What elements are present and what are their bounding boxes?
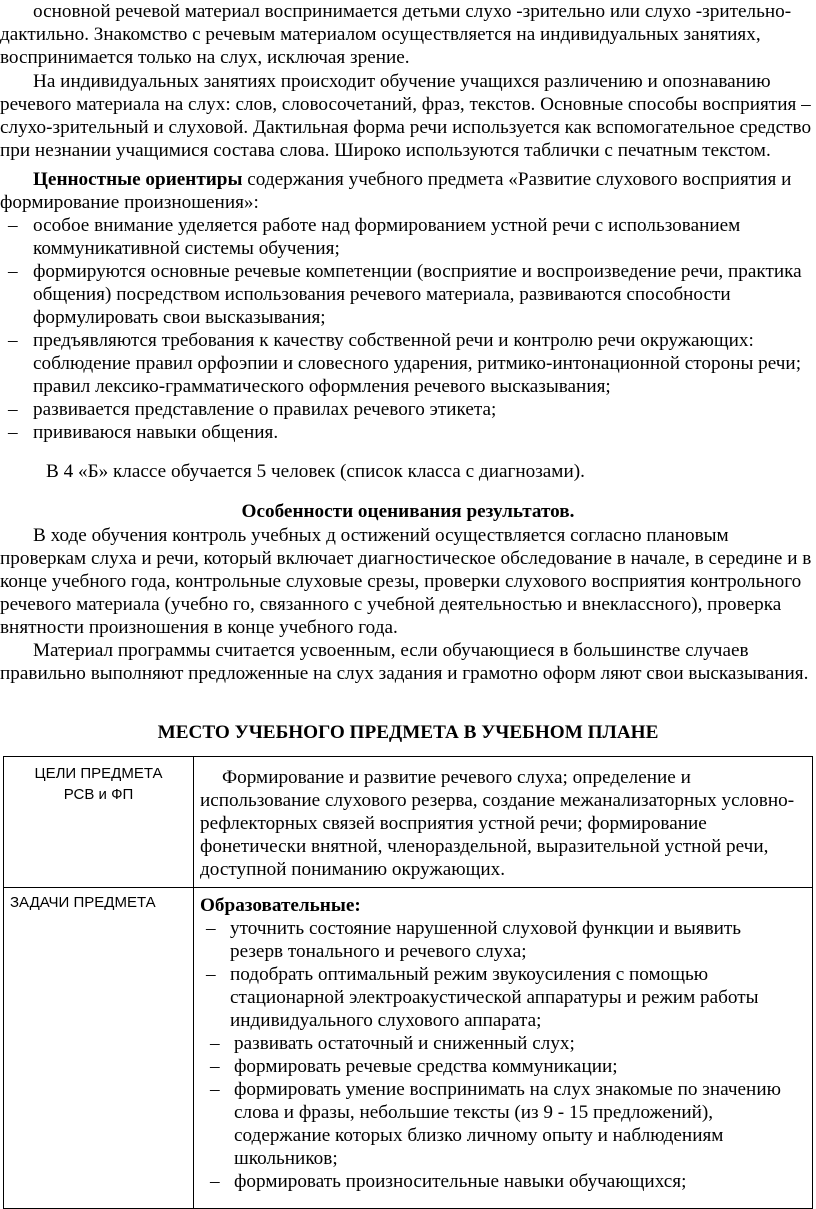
values-item-2-line-2: общения) посредством использования речевого материала, развиваются способности — [33, 284, 731, 305]
task-6-line-1: формировать произносительные навыки обучающихся; — [234, 1171, 687, 1192]
values-lead-rest: содержания учебного предмета «Развитие слухового восприятия и — [242, 169, 792, 190]
assessment-line-5: внятности произношения в конце учебного года. — [0, 617, 398, 638]
dash-bullet: – — [8, 261, 18, 282]
intro-line-2: дактильно. Знакомство с речевым материалом осуществляется на индивидуальных занятиях, — [0, 24, 761, 45]
assessment-line-1: В ходе обучения контроль учебных д остижений осуществляется согласно плановым — [33, 525, 729, 546]
table-row — [4, 757, 813, 888]
dash-bullet: – — [206, 964, 216, 985]
goals-text-line-3: рефлекторных связей восприятия устной речи; формирование — [200, 813, 707, 834]
dash-bullet: – — [210, 1079, 220, 1100]
dash-bullet: – — [206, 918, 216, 939]
table-row — [4, 888, 813, 1209]
task-3-line-1: развивать остаточный и сниженный слух; — [234, 1033, 575, 1054]
para2-line-4: при незнании учащимися состава слова. Широко используются таблички с печатным текстом. — [0, 140, 771, 161]
tasks-heading: Образовательные: — [200, 895, 361, 916]
goals-text-line-5: доступной пониманию окружающих. — [200, 859, 506, 880]
goals-text-line-4: фонетически внятной, членораздельной, выразительной устной речи, — [200, 836, 769, 857]
dash-bullet: – — [8, 330, 18, 351]
plan-table — [3, 756, 813, 1209]
assessment-line-6: Материал программы считается усвоенным, если обучающиеся в большинстве случаев — [33, 640, 749, 661]
goals-text-line-1: Формирование и развитие речевого слуха; определение и — [222, 767, 691, 788]
tasks-label: ЗАДАЧИ ПРЕДМЕТА — [10, 894, 156, 911]
values-line-2: формирование произношения»: — [0, 192, 259, 213]
task-1-line-2: резерв тонального и речевого слуха; — [230, 941, 527, 962]
values-item-2-line-3: формулировать свои высказывания; — [33, 307, 326, 328]
values-item-1-line-2: коммуникативной системы обучения; — [33, 238, 340, 259]
values-item-4-line-1: развивается представление о правилах речевого этикета; — [33, 399, 497, 420]
para2-line-2: речевого материала на слух: слов, словосочетаний, фраз, текстов. Основные способы восприятия – — [0, 94, 811, 115]
goals-label-cell — [4, 757, 194, 888]
goals-label-line-1: ЦЕЛИ ПРЕДМЕТА — [34, 765, 163, 782]
task-5-line-4: школьников; — [234, 1148, 338, 1169]
dash-bullet: – — [210, 1033, 220, 1054]
values-lead — [33, 168, 791, 191]
task-5-line-2: слова и фразы, небольшие тексты (из 9 - 15 предложений), — [234, 1102, 714, 1123]
task-5-line-1: формировать умение воспринимать на слух знакомые по значению — [234, 1079, 781, 1100]
assessment-line-2: проверкам слуха и речи, который включает диагностическое обследование в начале, в середине и в — [0, 548, 812, 569]
class-info: В 4 «Б» классе обучается 5 человек (список класса с диагнозами). — [46, 461, 585, 482]
task-1-line-1: уточнить состояние нарушенной слуховой функции и выявить — [230, 918, 742, 939]
tasks-label-cell — [4, 888, 194, 1209]
task-4-line-1: формировать речевые средства коммуникации; — [234, 1056, 618, 1077]
task-2-line-3: индивидуального слухового аппарата; — [230, 1010, 542, 1031]
dash-bullet: – — [8, 215, 18, 236]
dash-bullet: – — [210, 1171, 220, 1192]
values-item-1-line-1: особое внимание уделяется работе над формированием устной речи с использованием — [33, 215, 741, 236]
values-item-5-line-1: прививаюся навыки общения. — [33, 422, 279, 443]
values-bold-lead: Ценностные ориентиры — [33, 169, 243, 190]
values-item-2-line-1: формируются основные речевые компетенции (восприятие и воспроизведение речи, практика — [33, 261, 802, 282]
intro-line-1: основной речевой материал воспринимается детьми слухо -зрительно или слухо -зрительно- — [33, 1, 792, 22]
goals-text-line-2: использование слухового резерва, создание межанализаторных условно- — [200, 790, 795, 811]
section-heading: МЕСТО УЧЕБНОГО ПРЕДМЕТА В УЧЕБНОМ ПЛАНЕ — [157, 722, 659, 743]
dash-bullet: – — [210, 1056, 220, 1077]
goals-label-line-2: РСВ и ФП — [63, 786, 134, 803]
task-5-line-3: содержание которых близко личному опыту и наблюдениям — [234, 1125, 724, 1146]
intro-line-3: воспринимается только на слух, исключая зрение. — [0, 47, 410, 68]
task-2-line-2: стационарной электроакустической аппаратуры и режим работы — [230, 987, 759, 1008]
tasks-cell — [194, 888, 813, 1209]
goals-text-cell — [194, 757, 813, 888]
values-item-3-line-2: соблюдение правил орфоэпии и словесного ударения, ритмико-интонационной стороны речи; — [33, 353, 802, 374]
assessment-heading: Особенности оценивания результатов. — [241, 501, 575, 522]
assessment-line-3: конце учебного года, контрольные слуховые срезы, проверки слухового восприятия контрольного — [0, 571, 802, 592]
dash-bullet: – — [8, 399, 18, 420]
task-2-line-1: подобрать оптимальный режим звукоусиления с помощью — [230, 964, 709, 985]
assessment-line-7: правильно выполняют предложенные на слух задания и грамотно оформ ляют свои высказывания. — [0, 663, 809, 684]
values-item-3-line-1: предъявляются требования к качеству собственной речи и контролю речи окружающих: — [33, 330, 754, 351]
assessment-line-4: речевого материала (учебно го, связанного с учебной деятельностью и внеклассного), проверка — [0, 594, 782, 615]
para2-line-1: На индивидуальных занятиях происходит обучение учащихся различению и опознаванию — [33, 71, 771, 92]
dash-bullet: – — [8, 422, 18, 443]
values-item-3-line-3: правил лексико-грамматического оформления речевого высказывания; — [33, 376, 611, 397]
para2-line-3: слухо-зрительный и слуховой. Дактильная форма речи используется как вспомогательное средство — [0, 117, 812, 138]
